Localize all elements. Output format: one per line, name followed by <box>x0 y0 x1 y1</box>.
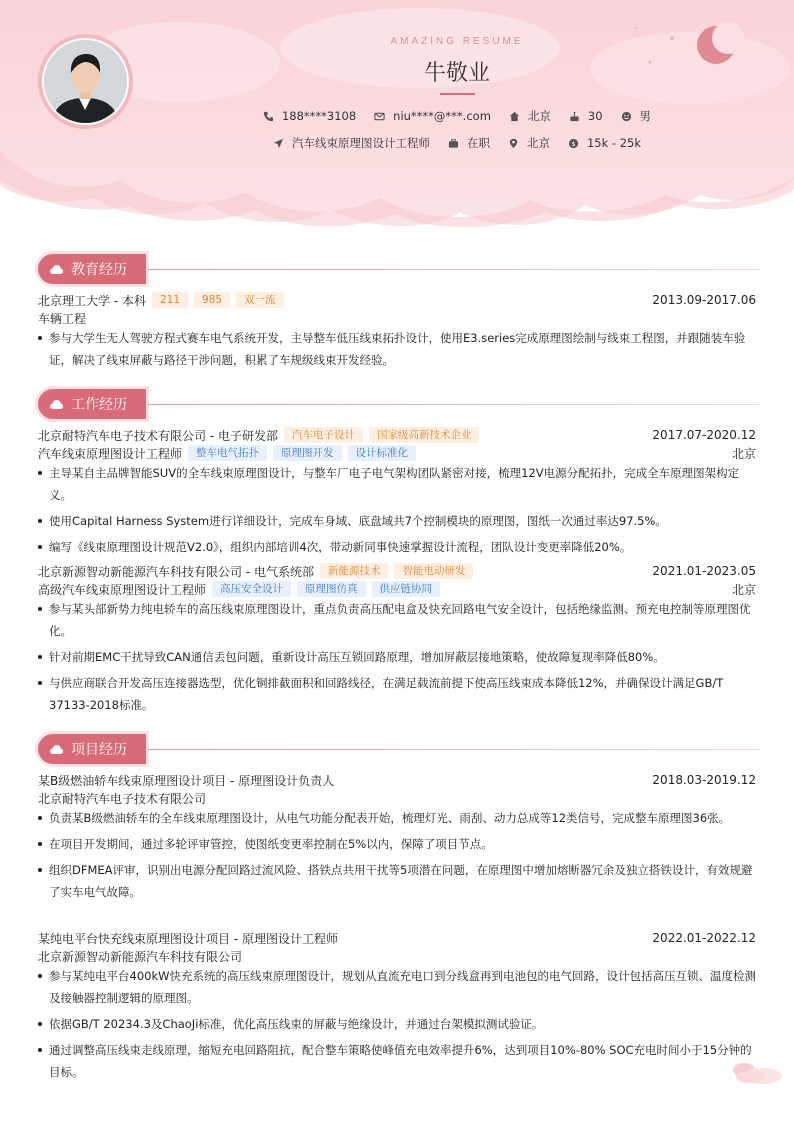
section-divider <box>148 404 760 405</box>
job-role: 汽车线束原理图设计工程师 <box>38 446 183 461</box>
company-department: 北京新源智动新能源汽车科技有限公司 - 电气系统部 <box>38 564 314 579</box>
phone-info <box>263 109 356 123</box>
contact-info-row <box>0 108 794 124</box>
cloud-icon <box>50 400 63 409</box>
skill-tag: 供应链协同 <box>372 581 441 597</box>
education-section-header <box>38 254 760 284</box>
project-date: 2022.01-2022.12 <box>652 931 756 945</box>
resume-tagline: AMAZING RESUME <box>390 36 524 47</box>
age-value: 30 <box>587 109 603 123</box>
gender-value: 男 <box>639 109 652 123</box>
skill-tag: 原理图仿真 <box>297 581 366 597</box>
list-item: 与供应商联合开发高压连接器选型，优化铜排截面积和回路线径，在满足载流前提下使高压线束成本降低12%，并确保设计满足GB/T 37133-2018标准。 <box>38 672 756 716</box>
work-location: 北京 <box>731 446 756 461</box>
section-title-pill <box>38 734 146 764</box>
salary-value: 15k - 25k <box>586 136 642 150</box>
list-item: 参与某头部新势力纯电轿车的高压线束原理图设计，重点负责高压配电盒及快充回路电气安全设计，包括绝缘监测、预充电控制等原理图优化。 <box>38 598 756 642</box>
skill-tag: 整车电气拓扑 <box>188 445 267 461</box>
school-degree: 北京理工大学 - 本科 <box>38 293 146 308</box>
list-item: 组织DFMEA评审，识别出电源分配回路过流风险、搭铁点共用干扰等5项潜在问题，在原理图中增加熔断器冗余及独立搭铁设计，有效规避了实车电气故障。 <box>38 859 756 903</box>
section-title-pill <box>38 254 146 284</box>
school-tag: 双一流 <box>236 292 284 308</box>
list-item: 在项目开发期间，通过多轮评审管控，使图纸变更率控制在5%以内，保障了项目节点。 <box>38 833 756 855</box>
list-item: 主导某自主品牌智能SUV的全车线束原理图设计，与整车厂电子电气架构团队紧密对接，梳理12V电源分配拓扑，完成全车原理图架构定义。 <box>38 462 756 506</box>
section-divider <box>148 749 760 750</box>
work-role-row <box>38 580 756 598</box>
phone-value: 188****3108 <box>281 109 357 123</box>
project-title: 某纯电平台快充线束原理图设计项目 - 原理图设计工程师 <box>38 931 338 946</box>
job-role: 高级汽车线束原理图设计工程师 <box>38 582 207 597</box>
skill-tag: 设计标准化 <box>348 445 417 461</box>
money-icon <box>568 138 579 149</box>
major: 车辆工程 <box>38 311 87 326</box>
job-intent-row <box>0 135 794 151</box>
list-item: 参与大学生无人驾驶方程式赛车电气系统开发，主导整车低压线束拓扑设计，使用E3.series完成原理图绘制与线束工程图，并跟随装车验证，解决了线束屏蔽与路径干涉问题，积累了车规级线束开发经验。 <box>38 327 756 371</box>
list-item: 依据GB/T 20234.3及ChaoJi标准，优化高压线束的屏蔽与绝缘设计，并通过台架模拟测试验证。 <box>38 1013 756 1035</box>
project-company-row <box>38 789 756 807</box>
target-city-value: 北京 <box>526 136 550 150</box>
city-value: 北京 <box>527 109 551 123</box>
home-icon <box>509 111 520 122</box>
project-company-row <box>38 947 756 965</box>
project-bullets <box>38 965 756 1087</box>
company-tag: 智能电动研发 <box>394 563 473 579</box>
project-company: 北京新源智动新能源汽车科技有限公司 <box>38 949 243 964</box>
send-icon <box>273 138 284 149</box>
email-icon <box>374 111 385 122</box>
cloud-icon <box>50 745 63 754</box>
list-item: 使用Capital Harness System进行详细设计，完成车身域、底盘域共7个控制模块的原理图，图纸一次通过率达97.5%。 <box>38 510 756 532</box>
work-location: 北京 <box>731 582 756 597</box>
skill-tag: 原理图开发 <box>273 445 342 461</box>
list-item: 编写《线束原理图设计规范V2.0》，组织内部培训4次，带动新同事快速掌握设计流程，团队设计变更率降低20%。 <box>38 536 756 558</box>
skill-tag: 高压安全设计 <box>212 581 291 597</box>
work-entry-header <box>38 426 756 444</box>
target-job-value: 汽车线束原理图设计工程师 <box>291 136 430 150</box>
section-title: 项目经历 <box>71 742 127 758</box>
work-date: 2021.01-2023.05 <box>652 564 756 578</box>
work-entry-header <box>38 562 756 580</box>
project-entry-header <box>38 929 756 947</box>
smile-icon <box>621 111 632 122</box>
cake-icon <box>569 111 580 122</box>
project-company: 北京耐特汽车电子技术有限公司 <box>38 791 207 806</box>
work-role-row <box>38 444 756 462</box>
svg-text:$: $ <box>571 139 576 148</box>
decorative-cloud-icon <box>728 1058 786 1088</box>
education-bullets <box>38 327 756 375</box>
phone-icon <box>263 111 274 122</box>
list-item: 通过调整高压线束走线原理，缩短充电回路阻抗，配合整车策略使峰值充电效率提升6%，达到项目10%-80% SOC充电时间小于15分钟的目标。 <box>38 1039 756 1083</box>
project-entry-header <box>38 771 756 789</box>
school-tag: 211 <box>152 292 188 308</box>
project-date: 2018.03-2019.12 <box>652 773 756 787</box>
education-date: 2013.09-2017.06 <box>652 293 756 307</box>
section-divider <box>148 269 760 270</box>
target-job-info <box>273 135 430 151</box>
list-item: 负责某B级燃油轿车的全车线束原理图设计，从电气功能分配表开始，梳理灯光、雨刮、动力总成等12类信号，完成整车原理图36张。 <box>38 807 756 829</box>
salary-info <box>568 136 641 150</box>
section-title: 工作经历 <box>71 397 127 413</box>
company-tag: 国家级高新技术企业 <box>369 427 480 443</box>
age-info <box>569 109 603 123</box>
resume-header <box>0 0 794 232</box>
status-info <box>448 135 490 151</box>
company-tag: 新能源技术 <box>320 563 389 579</box>
education-entry-header <box>38 291 756 309</box>
briefcase-icon <box>448 138 459 149</box>
work-bullets <box>38 598 756 720</box>
name-underline <box>440 93 475 95</box>
school-tag: 985 <box>194 292 230 308</box>
education-major-row <box>38 309 756 327</box>
list-item: 参与某纯电平台400kW快充系统的高压线束原理图设计，规划从直流充电口到分线盒再到电池包的电气回路，设计包括高压互锁、温度检测及接触器控制逻辑的原理图。 <box>38 965 756 1009</box>
section-title: 教育经历 <box>71 262 127 278</box>
project-title: 某B级燃油轿车线束原理图设计项目 - 原理图设计负责人 <box>38 773 335 788</box>
gender-info <box>621 108 652 124</box>
project-bullets <box>38 807 756 907</box>
company-tag: 汽车电子设计 <box>284 427 363 443</box>
company-department: 北京耐特汽车电子技术有限公司 - 电子研发部 <box>38 428 278 443</box>
city-info <box>509 108 551 124</box>
work-date: 2017.07-2020.12 <box>652 428 756 442</box>
projects-section-header <box>38 734 760 764</box>
list-item: 针对前期EMC干扰导致CAN通信丢包问题，重新设计高压互锁回路原理，增加屏蔽层接地策略，使故障复现率降低80%。 <box>38 646 756 668</box>
status-value: 在职 <box>466 136 490 150</box>
email-value: niu****@***.com <box>393 109 491 123</box>
target-city-info <box>508 135 550 151</box>
work-section-header <box>38 389 760 419</box>
section-title-pill <box>38 389 146 419</box>
candidate-name: 牛敬业 <box>423 61 490 86</box>
email-info <box>374 109 491 123</box>
location-pin-icon <box>508 138 519 149</box>
work-bullets <box>38 462 756 562</box>
cloud-icon <box>50 265 63 274</box>
